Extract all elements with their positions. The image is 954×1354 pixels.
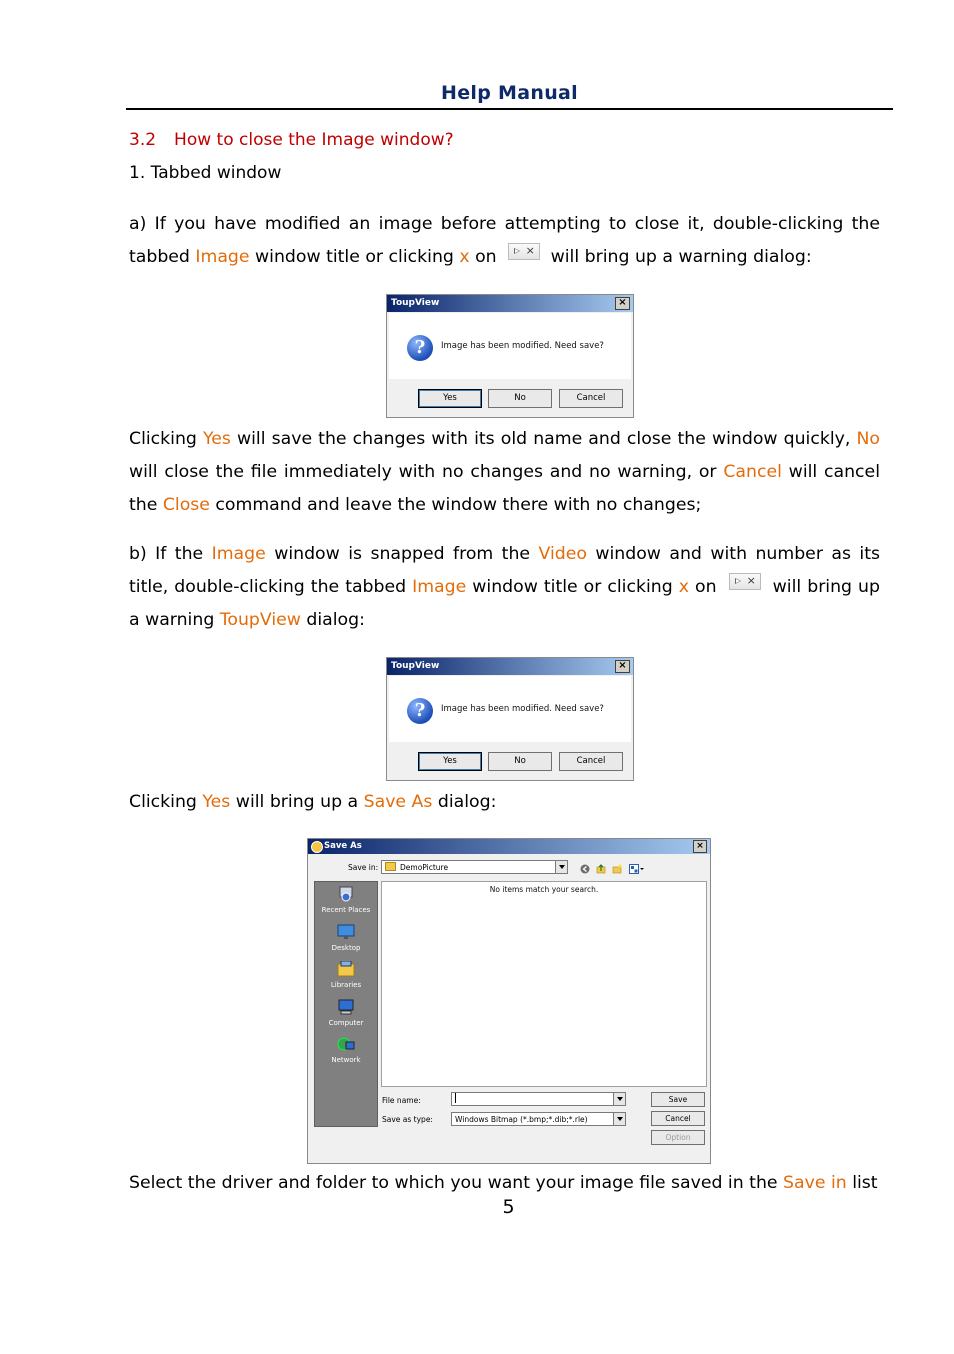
page-number: 5 — [502, 1196, 515, 1218]
text: list — [846, 1173, 878, 1193]
toupview-dialog — [386, 657, 634, 781]
place-libraries[interactable] — [315, 961, 377, 989]
paragraph-a — [129, 208, 880, 274]
save-as-dialog — [307, 838, 711, 1164]
text: Clicking — [129, 429, 203, 449]
close-icon[interactable]: × — [615, 297, 630, 310]
highlight-image: Image — [195, 247, 250, 267]
text: will cancel the — [129, 462, 880, 515]
text: will bring up a warning dialog: — [545, 247, 812, 267]
save-type-label: Save as type: — [382, 1115, 433, 1124]
app-icon — [311, 841, 323, 853]
place-computer[interactable] — [315, 999, 377, 1027]
chevron-down-icon[interactable] — [613, 1113, 625, 1125]
place-label: Network — [331, 1056, 361, 1064]
save-as-title: Save As — [324, 841, 362, 851]
cancel-button[interactable]: Cancel — [559, 389, 623, 408]
folder-icon — [385, 862, 396, 871]
place-label: Libraries — [330, 981, 362, 989]
tab-close-button-icon: × — [508, 243, 540, 260]
network-icon — [336, 1036, 356, 1052]
dialog-title: ToupView — [391, 298, 440, 308]
question-icon: ? — [407, 698, 433, 724]
file-name-label: File name: — [382, 1096, 421, 1105]
paragraph-clicking — [129, 423, 880, 522]
cancel-button[interactable]: Cancel — [651, 1111, 705, 1126]
yes-button[interactable]: Yes — [418, 389, 482, 408]
text: will close the file immediately with no changes and no warning, or — [129, 462, 724, 482]
save-type-select[interactable] — [451, 1112, 626, 1126]
section-number: 3.2 — [129, 130, 157, 150]
highlight-close: Close — [162, 495, 210, 515]
highlight-yes: Yes — [202, 792, 231, 812]
highlight-image: Image — [211, 544, 266, 564]
text: will bring up a warning — [129, 577, 880, 630]
save-button[interactable]: Save — [651, 1092, 705, 1107]
highlight-x: x — [678, 577, 689, 597]
save-type-value: Windows Bitmap (*.bmp;*.dib;*.rle) — [455, 1115, 588, 1124]
chevron-down-icon[interactable] — [613, 1093, 625, 1105]
highlight-save-in: Save in — [783, 1173, 847, 1193]
text: b) If the — [129, 544, 212, 564]
close-icon[interactable]: × — [693, 840, 707, 853]
save-in-label: Save in: — [348, 863, 379, 872]
save-in-combo[interactable] — [381, 860, 568, 874]
place-network[interactable] — [315, 1036, 377, 1064]
highlight-cancel: Cancel — [723, 462, 782, 482]
text: on — [688, 577, 723, 597]
cancel-button[interactable]: Cancel — [559, 752, 623, 771]
yes-button[interactable]: Yes — [418, 752, 482, 771]
dialog-title-bar — [387, 658, 633, 675]
text: will save the changes with its old name and close the window quickly, — [230, 429, 857, 449]
text: a) If you have modified an image before attempting to close it, double-clicking the tabbed — [129, 214, 880, 267]
chevron-down-icon[interactable] — [555, 861, 567, 873]
text: window is snapped from the — [265, 544, 539, 564]
text: on — [469, 247, 503, 267]
text: dialog: — [432, 792, 497, 812]
header-rule — [126, 108, 893, 110]
highlight-no: No — [856, 429, 880, 449]
text: window title or clicking — [466, 577, 679, 597]
section-title — [129, 130, 454, 150]
dialog-body — [389, 313, 631, 379]
text: window and with number as its title, double-clicking the tabbed — [129, 544, 880, 597]
file-name-input[interactable] — [451, 1092, 626, 1106]
toupview-dialog — [386, 294, 634, 418]
places-bar — [314, 881, 378, 1127]
place-recent-places[interactable] — [315, 886, 377, 914]
question-icon: ? — [407, 335, 433, 361]
highlight-x: x — [459, 247, 470, 267]
text: will bring up a — [230, 792, 364, 812]
up-folder-icon[interactable] — [596, 864, 606, 874]
new-folder-icon[interactable] — [612, 864, 622, 874]
dialog-title-bar — [387, 295, 633, 312]
no-button[interactable]: No — [488, 752, 552, 771]
place-label: Recent Places — [321, 906, 371, 914]
text: dialog: — [300, 610, 365, 630]
dialog-body — [389, 676, 631, 742]
tab-close-button-icon: × — [729, 573, 761, 590]
dialog-message: Image has been modified. Need save? — [441, 704, 604, 714]
highlight-video: Video — [538, 544, 587, 564]
place-label: Computer — [328, 1019, 364, 1027]
back-icon[interactable] — [580, 864, 590, 874]
save-as-title-bar — [308, 839, 710, 854]
text: Select the driver and folder to which you want your image file saved in the — [129, 1173, 784, 1193]
text: command and leave the window there with no changes; — [209, 495, 702, 515]
view-menu-icon[interactable] — [629, 864, 645, 874]
text: Clicking — [129, 792, 203, 812]
text: window title or clicking — [249, 247, 460, 267]
place-label: Desktop — [331, 944, 361, 952]
option-button[interactable]: Option — [651, 1130, 705, 1145]
subheading: 1. Tabbed window — [129, 163, 282, 183]
highlight-toupview: ToupView — [219, 610, 301, 630]
highlight-image: Image — [412, 577, 467, 597]
close-icon[interactable]: × — [615, 660, 630, 673]
dialog-message: Image has been modified. Need save? — [441, 341, 604, 351]
computer-icon — [336, 999, 356, 1015]
desktop-icon — [336, 924, 356, 940]
no-button[interactable]: No — [488, 389, 552, 408]
libraries-icon — [336, 961, 356, 977]
dialog-title: ToupView — [391, 661, 440, 671]
text-cursor — [455, 1093, 456, 1103]
empty-message: No items match your search. — [489, 885, 599, 894]
file-list[interactable] — [381, 881, 707, 1087]
place-desktop[interactable] — [315, 924, 377, 952]
section-title-text: How to close the Image window? — [174, 130, 454, 150]
paragraph-b — [129, 538, 880, 637]
highlight-save-as: Save As — [363, 792, 433, 812]
highlight-yes: Yes — [203, 429, 231, 449]
save-in-value: DemoPicture — [400, 863, 449, 872]
page-header-title: Help Manual — [441, 82, 578, 104]
paragraph-yes — [129, 786, 880, 819]
recent-places-icon — [336, 886, 356, 902]
